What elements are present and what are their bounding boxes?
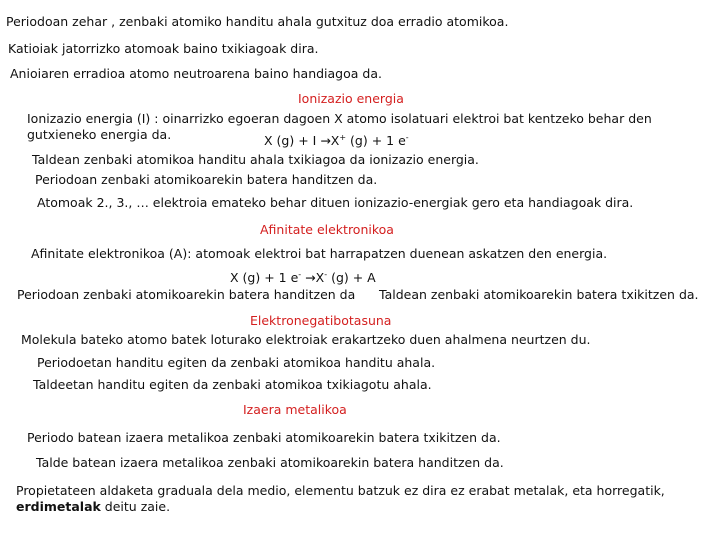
- text-line-electronegativity-definition: Molekula bateko atomo batek loturako elektroiak erakartzeko duen ahalmena neurtzen du.: [21, 332, 591, 347]
- heading-metallic-character: Izaera metalikoa: [243, 402, 347, 417]
- equation-lhs: X (g) + 1 e: [230, 270, 299, 285]
- arrow-icon: →: [320, 133, 331, 148]
- heading-ionization-energy: Ionizazio energia: [298, 91, 404, 106]
- text-line-ionization-period: Periodoan zenbaki atomikoarekin batera handitzen da.: [35, 172, 378, 187]
- arrow-icon: →: [305, 270, 316, 285]
- text-line-electronegativity-group: Taldeetan handitu egiten da zenbaki atomikoa txikiagotu ahala.: [33, 377, 432, 392]
- equation-lhs: X (g) + I: [264, 133, 321, 148]
- equation-affinity: [230, 270, 376, 286]
- text-line-affinity-group: Taldean zenbaki atomikoarekin batera txikitzen da.: [379, 287, 699, 302]
- electron-charge: -: [405, 133, 409, 142]
- equation-products: (g) + A: [327, 270, 376, 285]
- text-line-semimetals: [16, 499, 170, 515]
- heading-electronegativity: Elektronegatibotasuna: [250, 313, 392, 328]
- text-line-affinity-period: Periodoan zenbaki atomikoarekin batera handitzen da: [17, 287, 356, 302]
- text-line-ionization-definition-cont: gutxieneko energia da.: [27, 127, 172, 142]
- text-line-affinity-definition: Afinitate elektronikoa (A): atomoak elektroi bat harrapatzen duenean askatzen den energia.: [31, 246, 608, 261]
- term-semimetals: erdimetalak: [16, 499, 101, 514]
- equation-ionization: [264, 133, 409, 149]
- charge-minus: -: [324, 270, 328, 279]
- text-line-semimetals-intro: Propietateen aldaketa graduala dela medio, elementu batzuk ez dira ez erabat metalak, eta horregatik,: [16, 483, 665, 498]
- text-line-radius-period: Periodoan zehar , zenbaki atomiko handitu ahala gutxituz doa erradio atomikoa.: [6, 14, 509, 29]
- text-line-electronegativity-period: Periodoetan handitu egiten da zenbaki atomikoa handitu ahala.: [37, 355, 436, 370]
- equation-species: X: [330, 133, 340, 148]
- equation-species: X: [315, 270, 325, 285]
- electron-charge: -: [298, 270, 302, 279]
- text-line-cations: Katioiak jatorrizko atomoak baino txikiagoak dira.: [8, 41, 319, 56]
- text-line-successive-ionization: Atomoak 2., 3., … elektroia emateko behar dituen ionizazio-energiak gero eta handiagoak dira.: [37, 195, 634, 210]
- heading-electron-affinity: Afinitate elektronikoa: [260, 222, 394, 237]
- text-line-metallic-period: Periodo batean izaera metalikoa zenbaki atomikoarekin batera txikitzen da.: [27, 430, 501, 445]
- text-semimetals-rest: deitu zaie.: [100, 499, 171, 514]
- text-line-metallic-group: Talde batean izaera metalikoa zenbaki atomikoarekin batera handitzen da.: [36, 455, 504, 470]
- text-line-anions: Anioiaren erradioa atomo neutroarena baino handiagoa da.: [10, 66, 382, 81]
- charge-plus: +: [339, 133, 347, 142]
- equation-products: (g) + 1 e: [346, 133, 406, 148]
- text-line-ionization-group: Taldean zenbaki atomikoa handitu ahala txikiagoa da ionizazio energia.: [32, 152, 479, 167]
- text-line-ionization-definition: Ionizazio energia (I) : oinarrizko egoeran dagoen X atomo isolatuari elektroi bat kentzeko behar den: [27, 111, 652, 126]
